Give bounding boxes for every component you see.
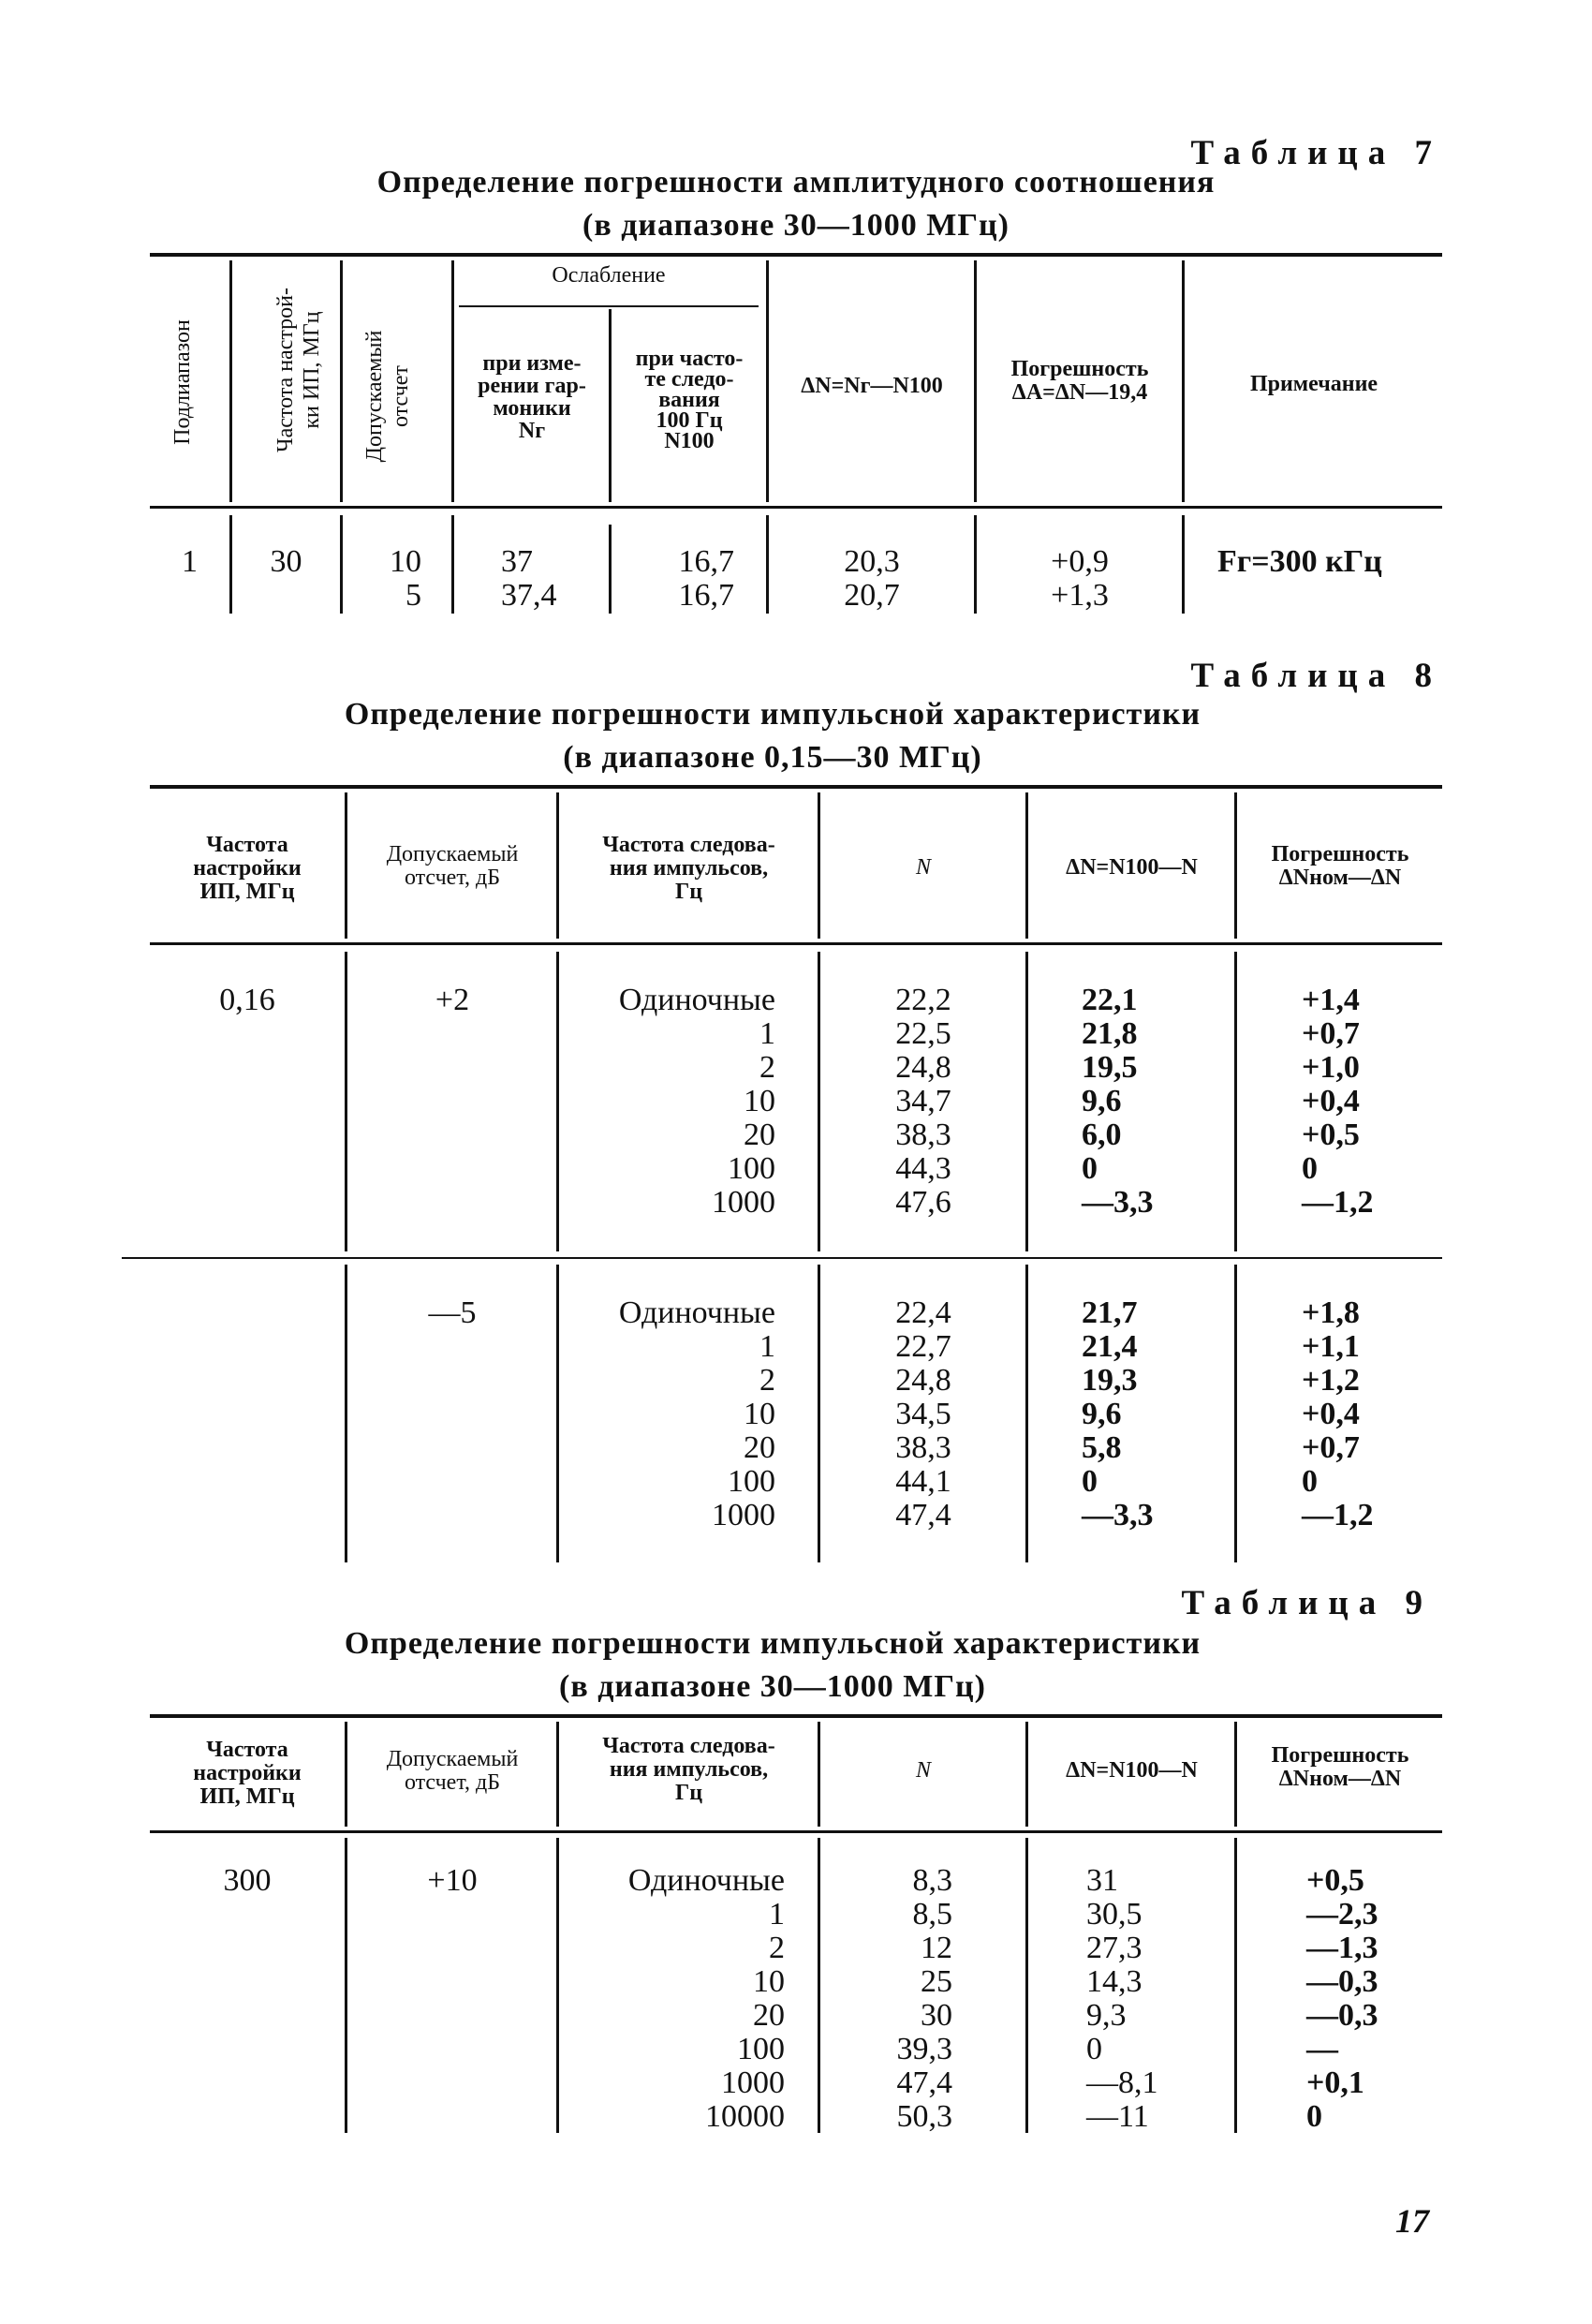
table7-vline	[974, 515, 977, 614]
table7-cell-note: Fг=300 кГц	[1217, 544, 1382, 579]
table8-vline	[1234, 792, 1237, 939]
table7-header-allowed-line1: Допускаемый	[362, 330, 387, 463]
table9-header-n: N	[915, 1758, 931, 1783]
table7-vline	[451, 260, 454, 502]
table9-vline	[556, 1838, 559, 2133]
table7-vline	[766, 260, 769, 502]
table8-header-allowed: Допускаемый отсчет, дБ	[386, 842, 519, 890]
table8-g1-rate: Одиночные 1 2 10 20 100 1000	[618, 983, 775, 1220]
table8-group-rule	[122, 1257, 1442, 1259]
table7-vline	[1182, 260, 1185, 502]
table9-vline	[1025, 1722, 1028, 1827]
table8-g1-n: 22,2 22,5 24,8 34,7 38,3 44,3 47,6	[895, 983, 951, 1220]
table8-g1-allowed: +2	[435, 983, 470, 1017]
table8-vline	[1025, 792, 1028, 939]
table8-vline	[818, 952, 820, 1251]
table9-top-rule	[150, 1714, 1442, 1718]
table8-label: Таблица 8	[1190, 657, 1442, 695]
table8-g1-delta: 22,1 21,8 19,5 9,6 6,0 0 —3,3	[1082, 983, 1154, 1220]
table8-g1-freq: 0,16	[219, 983, 275, 1017]
table8-vline	[1025, 952, 1028, 1251]
table9-header-delta: ΔN=N100—N	[1066, 1758, 1198, 1783]
table9-vline	[1234, 1838, 1237, 2133]
table8-vline	[345, 1265, 347, 1562]
table7-cell-freq: 30	[270, 544, 302, 579]
table7-header-allowed-line2: отсчет	[389, 365, 413, 427]
table9-vline	[345, 1722, 347, 1827]
table7-vline	[609, 525, 612, 614]
table7-cell-subrange: 1	[182, 544, 198, 579]
table8-vline	[818, 1265, 820, 1562]
table8-header-error: Погрешность ΔNном—ΔN	[1271, 842, 1409, 890]
table9-vline	[818, 1722, 820, 1827]
table7-header-error: Погрешность ΔA=ΔN—19,4	[1010, 357, 1149, 405]
table7-vline	[1182, 515, 1185, 614]
table8-header-n: N	[915, 855, 931, 880]
table7-cell-att-harm: 37 37,4	[501, 544, 557, 613]
table7-vline	[340, 260, 343, 502]
table9-header-freq: Частота настройки ИП, МГц	[193, 1738, 302, 1809]
table9-cell-n: 8,3 8,5 12 25 30 39,3 47,4 50,3	[896, 1863, 952, 2134]
table7-vline	[974, 260, 977, 502]
table7-label: Таблица 7	[1190, 134, 1442, 172]
table7-header-freq-line2: ки ИП, МГц	[300, 311, 324, 429]
table8-vline	[1234, 1265, 1237, 1562]
table9-cell-delta: 31 30,5 27,3 14,3 9,3 0 —8,1 —11	[1086, 1863, 1158, 2134]
table7-header-subrange: Подлиапазон	[170, 319, 195, 445]
table7-header-rule	[150, 506, 1442, 509]
table8-vline	[556, 792, 559, 939]
table8-top-rule	[150, 785, 1442, 789]
table7-cell-error: +0,9 +1,3	[1051, 544, 1109, 613]
table9-vline	[1025, 1838, 1028, 2133]
table8-title-line1: Определение погрешности импульсной характеристики	[344, 697, 1201, 732]
table7-attenuation-rule	[459, 305, 759, 307]
table8-header-rule	[150, 942, 1442, 945]
table9-cell-rate: Одиночные 1 2 10 20 100 1000 10000	[627, 1863, 785, 2134]
table7-top-rule	[150, 253, 1442, 257]
table7-title-line1: Определение погрешности амплитудного соотношения	[376, 165, 1216, 200]
table8-header-rate: Частота следова- ния импульсов, Гц	[602, 833, 775, 904]
table8-vline	[1234, 952, 1237, 1251]
table8-vline	[556, 1265, 559, 1562]
table9-header-rate: Частота следова- ния импульсов, Гц	[602, 1734, 775, 1805]
table8-title-line2: (в диапазоне 0,15—30 МГц)	[563, 740, 982, 775]
table9-header-error: Погрешность ΔNном—ΔN	[1271, 1743, 1409, 1791]
table7-cell-att-rate: 16,7 16,7	[678, 544, 734, 613]
table9-header-rule	[150, 1830, 1442, 1833]
table9-header-allowed: Допускаемый отсчет, дБ	[386, 1747, 519, 1795]
table8-header-delta: ΔN=N100—N	[1066, 855, 1198, 880]
table9-vline	[818, 1838, 820, 2133]
table7-vline	[609, 309, 612, 502]
table8-vline	[818, 792, 820, 939]
table7-header-att-rate: при часто- те следо- вания 100 Гц N100	[635, 347, 744, 453]
table8-g2-n: 22,4 22,7 24,8 34,5 38,3 44,1 47,4	[895, 1295, 951, 1532]
table9-cell-freq: 300	[223, 1863, 272, 1898]
table7-vline	[451, 515, 454, 614]
table7-title-line2: (в диапазоне 30—1000 МГц)	[582, 208, 1010, 243]
table8-g1-error: +1,4 +0,7 +1,0 +0,4 +0,5 0 —1,2	[1302, 983, 1374, 1220]
table7-vline	[229, 260, 232, 502]
table7-header-att-harm: при изме- рении гар- моники Nг	[478, 351, 586, 443]
table8-vline	[556, 952, 559, 1251]
table8-g2-delta: 21,7 21,4 19,3 9,6 5,8 0 —3,3	[1082, 1295, 1154, 1532]
table8-vline	[1025, 1265, 1028, 1562]
table9-title-line2: (в диапазоне 30—1000 МГц)	[559, 1669, 986, 1704]
table9-label: Таблица 9	[1181, 1584, 1433, 1622]
table7-cell-allowed: 10 5	[390, 544, 421, 613]
table9-cell-error: +0,5 —2,3 —1,3 —0,3 —0,3 — +0,1 0	[1306, 1863, 1378, 2134]
table7-header-note: Примечание	[1249, 372, 1378, 396]
table9-vline	[345, 1838, 347, 2133]
table7-header-attenuation: Ослабление	[552, 263, 666, 288]
table8-g2-allowed: —5	[428, 1295, 477, 1330]
table9-cell-allowed: +10	[427, 1863, 478, 1898]
table9-vline	[1234, 1722, 1237, 1827]
table8-g2-rate: Одиночные 1 2 10 20 100 1000	[618, 1295, 775, 1532]
table8-vline	[345, 792, 347, 939]
table7-header-freq-line1: Частота настрой-	[273, 288, 298, 452]
table7-header-delta: ΔN=Nг—N100	[801, 374, 943, 398]
table8-vline	[345, 952, 347, 1251]
table9-title-line1: Определение погрешности импульсной характеристики	[344, 1626, 1201, 1661]
table7-cell-delta: 20,3 20,7	[844, 544, 900, 613]
table8-g2-error: +1,8 +1,1 +1,2 +0,4 +0,7 0 —1,2	[1302, 1295, 1374, 1532]
page-number: 17	[1395, 2202, 1429, 2240]
table8-header-freq: Частота настройки ИП, МГц	[193, 833, 302, 904]
table7-vline	[766, 515, 769, 614]
table9-vline	[556, 1722, 559, 1827]
